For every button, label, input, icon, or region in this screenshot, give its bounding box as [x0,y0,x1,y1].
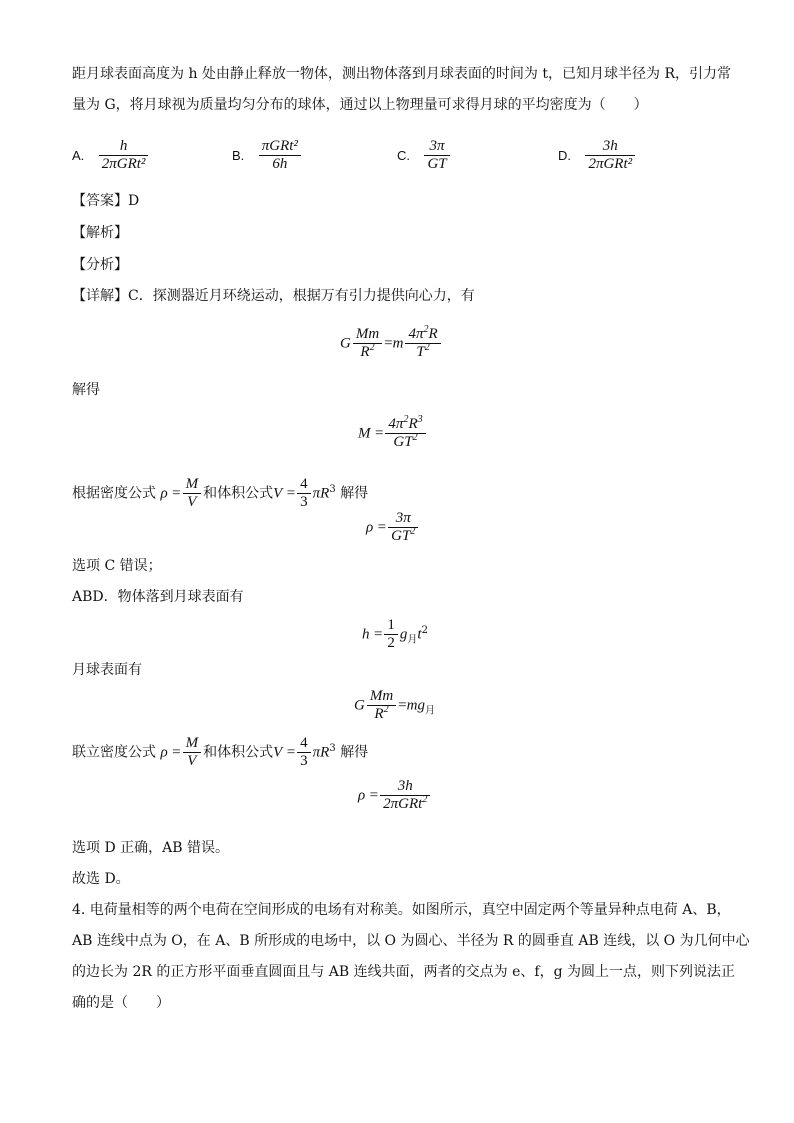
moon-surface: 月球表面有 [72,662,142,678]
abd-intro: ABD．物体落到月球表面有 [72,589,244,605]
fenxi-heading: 【分析】 [72,257,128,273]
option-b-label: B. [232,148,245,163]
equation-surface-gravity: G $\frac{Mm}{R^2}$ $=mg_月$ [354,688,435,722]
q4-line-3: 的边长为 2R 的正方形平面垂直圆面且与 AB 连线共面，两者的交点为 e、f，g 为圆上一点，则下列说法正 [72,964,735,980]
option-c-label: C. [397,148,410,163]
conclusion-1: 选项 D 正确，AB 错误。 [72,840,229,856]
density-line-c: 根据密度公式 ρ = $\frac{M}{V}$ 和体积公式V = $\frac{4}{3}$ $\pi R^3$ 解得 [72,476,369,510]
option-c-wrong: 选项 C 错误； [72,558,162,574]
option-a-label: A. [72,148,85,163]
question-line-2: 量为 G，将月球视为质量均匀分布的球体，通过以上物理量可求得月球的平均密度为（ ） [72,97,648,113]
q4-line-1: 4. 电荷量相等的两个电荷在空间形成的电场有对称美。如图所示，真空中固定两个等量异种点电荷 A、B， [72,902,731,918]
q4-line-2: AB 连线中点为 O，在 A、B 所形成的电场中，以 O 为圆心、半径为 R 的圆垂直 AB 连线，以 O 为几何中心 [72,933,750,949]
analysis-heading: 【解析】 [72,225,128,241]
question-line-1: 距月球表面高度为 h 处由静止释放一物体，测出物体落到月球表面的时间为 t，已知月球半径为 R，引力常 [72,66,731,82]
option-c[interactable] [397,138,452,173]
equation-density-c: ρ = $\frac{3\pi}{GT^2}$ [366,510,420,545]
conclusion-2: 故选 D。 [72,871,130,887]
equation-density-d: ρ = $\frac{3h}{2\pi GRt^2}$ [358,778,432,813]
detail-text: 【详解】C．探测器近月环绕运动，根据万有引力提供向心力，有 [72,288,475,304]
option-b[interactable] [232,138,303,173]
jiede-1: 解得 [72,382,100,398]
option-c-fraction: $\frac{3\pi}{GT}$ [424,138,449,173]
density-line-d: 联立密度公式 ρ = $\frac{M}{V}$ 和体积公式V = $\frac{4}{3}$ $\pi R^3$ 解得 [72,735,369,769]
answer: 【答案】D [72,193,140,209]
option-d-label: D. [558,148,571,163]
option-d-fraction: $\frac{3h}{\text{2πGRt²}}$ [585,138,635,173]
option-a[interactable] [72,138,150,173]
option-d[interactable] [558,138,637,173]
equation-free-fall: h = $\frac{1}{2}$ $g_月t^2$ [362,617,428,651]
equation-mass: M = $\frac{4\pi^2R^3}{GT^2}$ [358,416,428,451]
q4-line-4: 确的是（ ） [72,995,170,1011]
option-a-fraction: $\frac{h}{\text{2πGRt²}}$ [99,138,149,173]
equation-gravity-centripetal: G $\frac{Mm}{R^2}$ =m $\frac{4\pi^2R}{T^2}$ [340,326,443,361]
option-b-fraction: $\frac{\text{πGRt²}}{6h}$ [259,138,301,173]
